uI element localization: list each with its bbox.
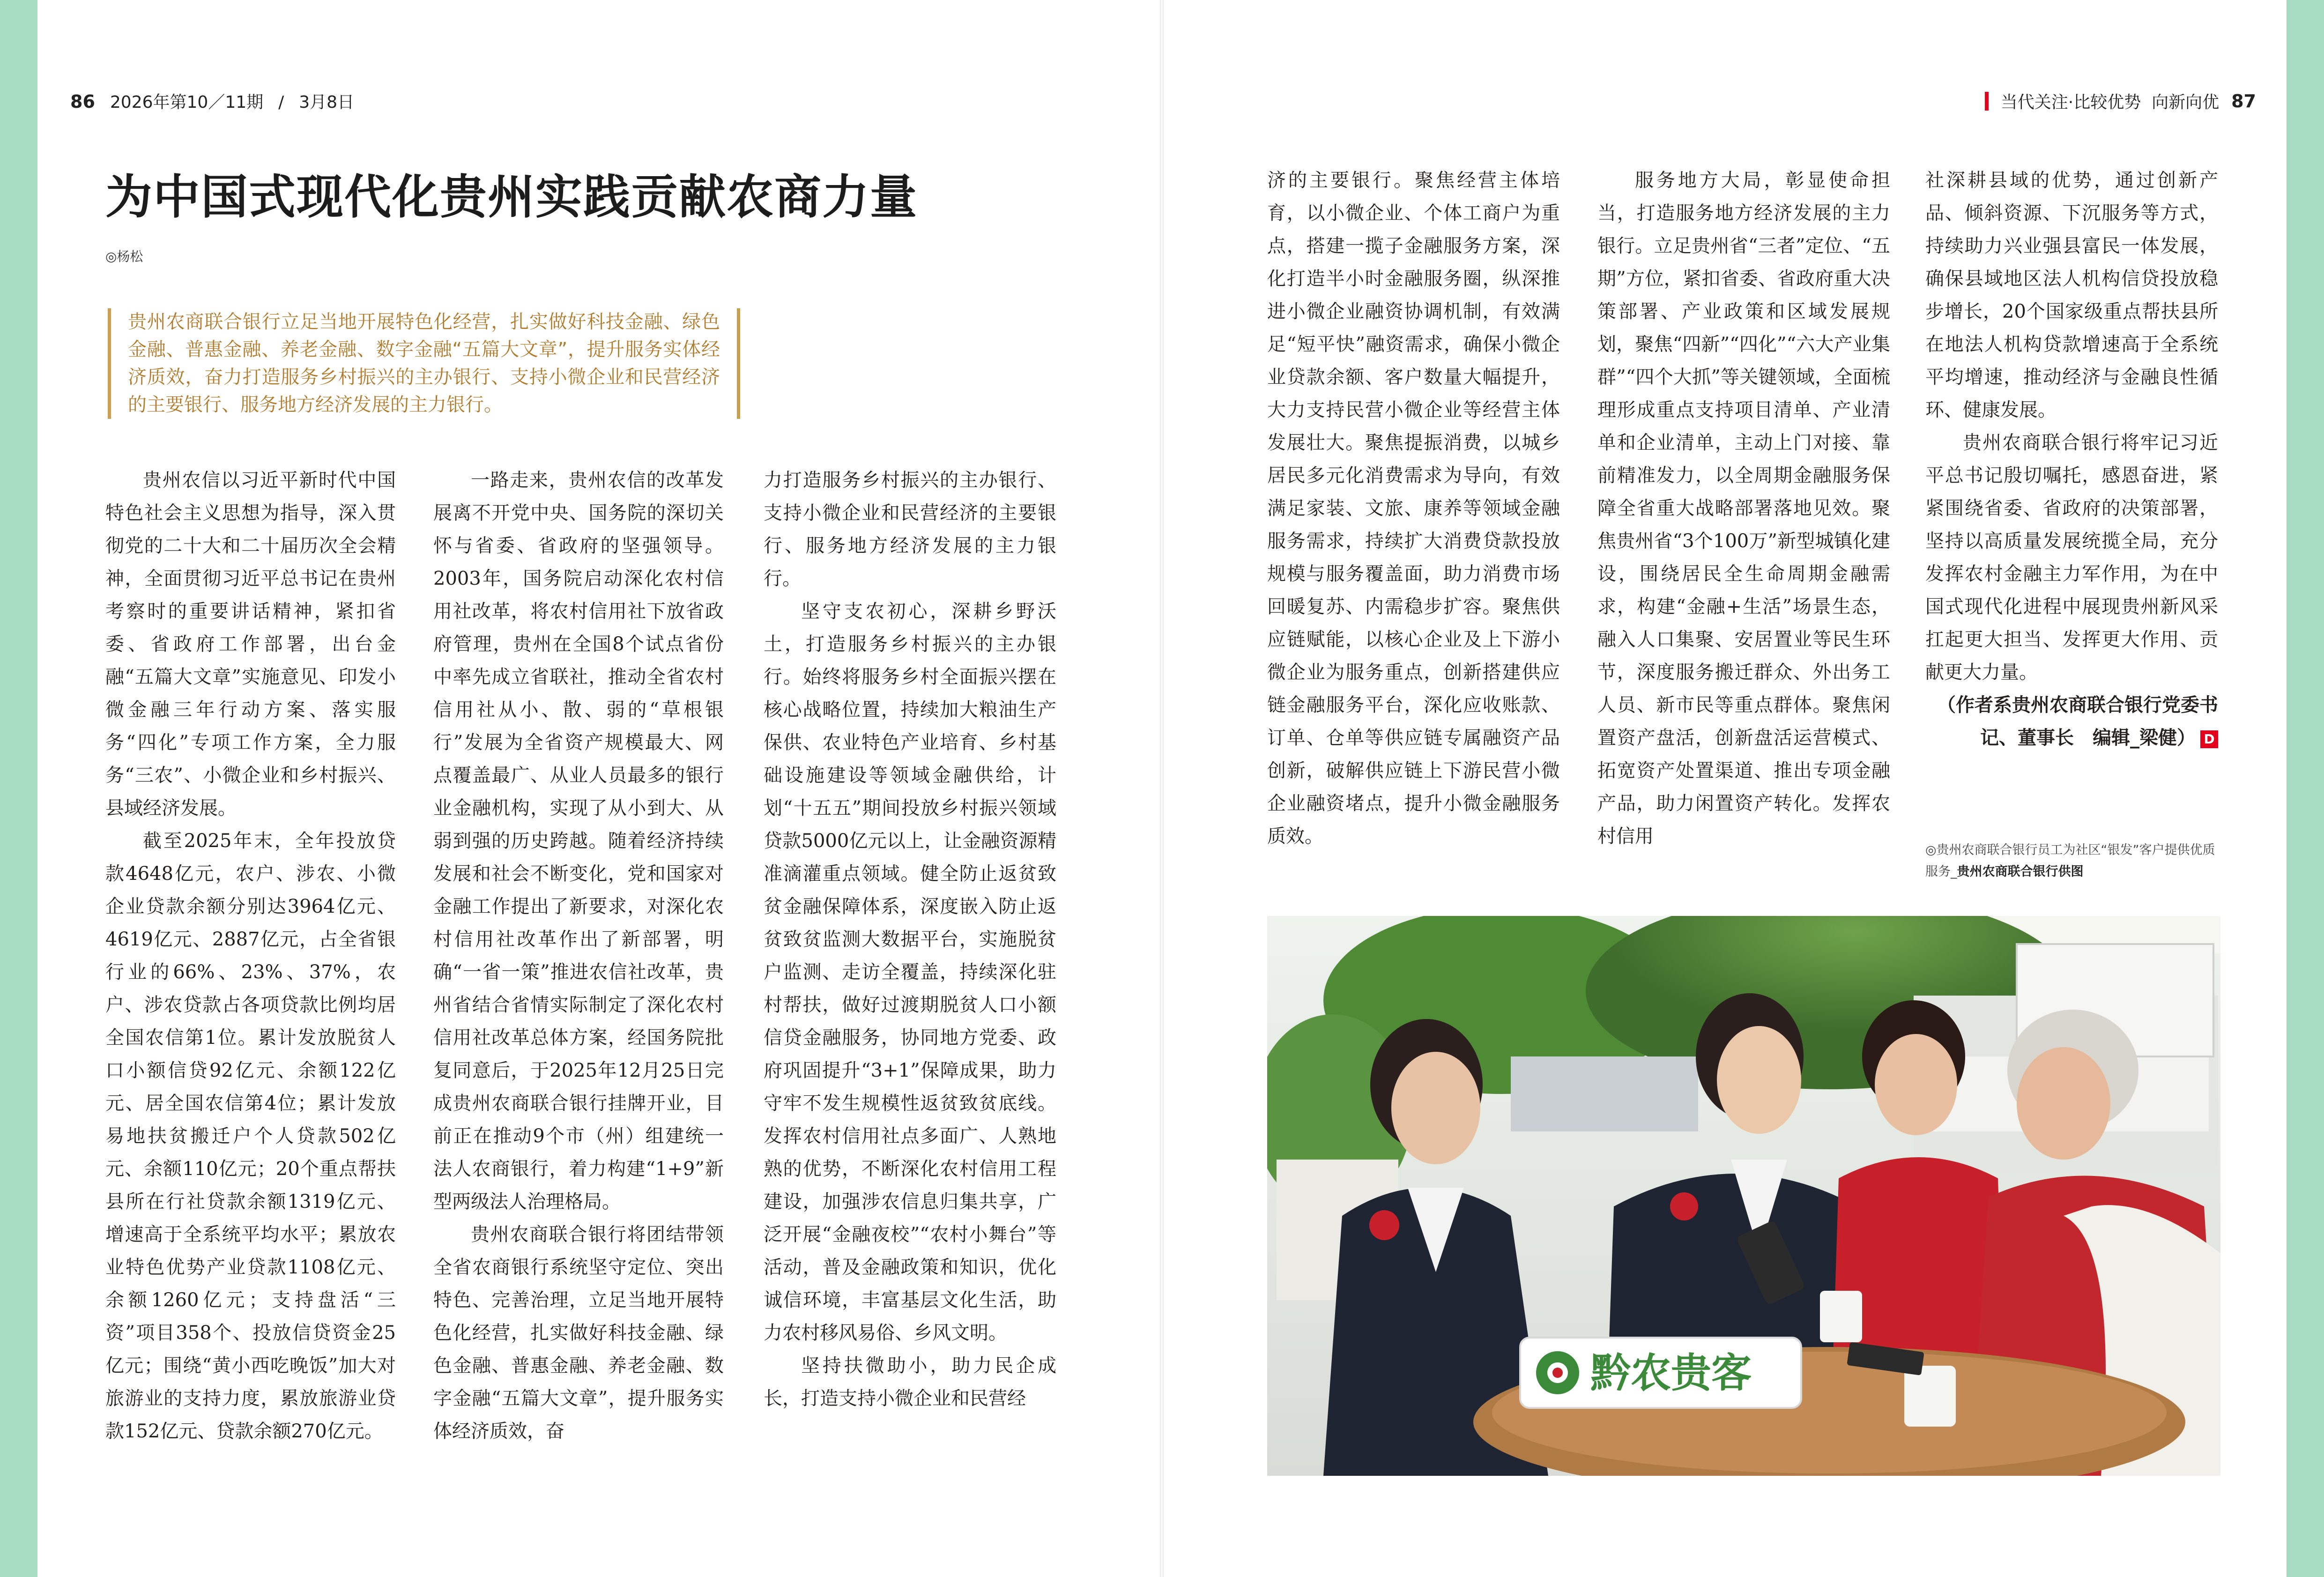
person-2-face (1717, 1026, 1801, 1134)
body-column-5 (1597, 164, 1890, 853)
person-3-face (1875, 1034, 1957, 1135)
photo-illustration (1267, 916, 2220, 1476)
body-column-3 (764, 464, 1056, 1415)
article-lead: 贵州农商联合银行立足当地开展特色化经营，扎实做好科技金融、绿色金融、普惠金融、养老金融、数字金融“五篇大文章”，提升服务实体经济质效，奋力打造服务乡村振兴的主办银行、支持小微企业和民营经济的主要银行、服务地方经济发展的主力银行。 (108, 308, 740, 419)
article-photo (1267, 916, 2220, 1476)
section-marker (1985, 92, 1989, 111)
issue-label: 2026年第10／11期 (110, 93, 264, 112)
paragraph: 济的主要银行。聚焦经营主体培育，以小微企业、个体工商户为重点，搭建一揽子金融服务方案，深化打造半小时金融服务圈，纵深推进小微企业融资协调机制，有效满足“短平快”融资需求，确保小微企业贷款余额、客户数量大幅提升，大力支持民营小微企业等经营主体发展壮大。聚焦提振消费，以城乡居民多元化消费需求为导向，有效满足家装、文旅、康养等领域金融服务需求，持续扩大消费贷款投放规模与服务覆盖面，助力消费市场回暖复苏、内需稳步扩容。聚焦供应链赋能，以核心企业及上下游小微企业为服务重点，创新搭建供应链金融服务平台，深化应收账款、订单、仓单等供应链专属融资产品创新，破解供应链上下游民营小微企业融资堵点，提升小微金融服务质效。 (1267, 170, 1560, 847)
author-signature (1925, 689, 2218, 754)
caption-text: ◎贵州农商联合银行员工为社区“银发”客户提供优质服务_ (1925, 843, 2215, 879)
person-2-brooch (1670, 1192, 1698, 1220)
paragraph: 社深耕县域的优势，通过创新产品、倾斜资源、下沉服务等方式，持续助力兴业强县富民一体发展，确保县域地区法人机构信贷投放稳步增长，20个国家级重点帮扶县所在地法人机构贷款增速高于全系统平均增速，推动经济与金融良性循环、健康发展。 (1925, 170, 2218, 421)
body-column-1 (105, 464, 396, 1448)
article-title: 为中国式现代化贵州实践贡献农商力量 (105, 169, 918, 224)
right-page-number: 87 (2231, 90, 2256, 112)
left-folio (70, 89, 354, 113)
person-1-face (1391, 1052, 1480, 1164)
person-4-face (2017, 1047, 2110, 1160)
paragraph: 贵州农商联合银行将牢记习近平总书记殷切嘱托，感恩奋进，紧紧围绕省委、省政府的决策部署，坚持以高质量发展统揽全局，充分发挥农村金融主力军作用，为在中国式现代化进程中展现贵州新风采扛起更大担当、发挥更大作用、贡献更大力量。 (1925, 432, 2218, 683)
body-column-4 (1267, 164, 1560, 853)
paper-cup-2 (1904, 1366, 1956, 1427)
sign-text: 黔农贵客 (1590, 1350, 1752, 1397)
folio-separator: / (278, 93, 284, 112)
photo-credit: 贵州农商联合银行供图 (1957, 864, 2084, 879)
body-column-2 (433, 464, 724, 1448)
paragraph: 力打造服务乡村振兴的主办银行、支持小微企业和民营经济的主要银行、服务地方经济发展的主力银行。 (764, 469, 1056, 589)
paragraph: 坚持扶微助小，助力民企成长，打造支持小微企业和民营经 (764, 1355, 1056, 1409)
paragraph: 一路走来，贵州农信的改革发展离不开党中央、国务院的深切关怀与省委、省政府的坚强领导。2003年，国务院启动深化农村信用社改革，将农村信用社下放省政府管理，贵州在全国8个试点省份中率先成立省联社，推动全省农村信用社从小、散、弱的“草根银行”发展为全省资产规模最大、网点覆盖最广、从业人员最多的银行业金融机构，实现了从小到大、从弱到强的历史跨越。随着经济持续发展和社会不断变化，党和国家对金融工作提出了新要求，对深化农村信用社改革作出了新部署，明确“一省一策”推进农信社改革，贵州省结合省情实际制定了深化农村信用社改革总体方案，经国务院批复同意后，于2025年12月25日完成贵州农商联合银行挂牌开业，目前正在推动9个市（州）组建统一法人农商银行，着力构建“1+9”新型两级法人治理格局。 (433, 469, 724, 1213)
paragraph: 截至2025年末，全年投放贷款4648亿元，农户、涉农、小微企业贷款余额分别达3964亿元、4619亿元、2887亿元，占全省银行业的66%、23%、37%，农户、涉农贷款占各项贷款比例均居全国农信第1位。累计发放脱贫人口小额信贷92亿元、余额122亿元、居全国农信第4位；累计发放易地扶贫搬迁户个人贷款502亿元、余额110亿元；20个重点帮扶县所在行社贷款余额1319亿元、增速高于全系统平均水平；累放农业特色优势产业贷款1108亿元、余额1260亿元；支持盘活“三资”项目358个、投放信贷资金25亿元；围绕“黄小西吃晚饭”加大对旅游业的支持力度，累放旅游业贷款152亿元、贷款余额270亿元。 (105, 830, 396, 1442)
body-column-6 (1925, 164, 2218, 754)
person-1-brooch (1369, 1210, 1399, 1240)
photo-caption (1925, 840, 2220, 883)
paragraph: 贵州农商联合银行将团结带领全省农商银行系统坚守定位、突出特色、完善治理，立足当地开展特色化经营，扎实做好科技金融、绿色金融、普惠金融、养老金融、数字金融“五篇大文章”，提升服务实体经济质效，奋 (433, 1224, 724, 1442)
left-page-number: 86 (70, 91, 95, 112)
paragraph: 服务地方大局，彰显使命担当，打造服务地方经济发展的主力银行。立足贵州省“三者”定位、“五期”方位，紧扣省委、省政府重大决策部署、产业政策和区域发展规划，聚焦“四新”“四化”“六大产业集群”“四个大抓”等关键领域，全面梳理形成重点支持项目清单、产业清单和企业清单，主动上门对接、靠前精准发力，以全周期金融服务保障全省重大战略部署落地见效。聚焦贵州省“3个100万”新型城镇化建设，围绕居民全生命周期金融需求，构建“金融+生活”场景生态，融入人口集聚、安居置业等民生环节，深度服务搬迁群众、外出务工人员、新市民等重点群体。聚焦闲置资产盘活，创新盘活运营模式、拓宽资产处置渠道、推出专项金融产品，助力闲置资产转化。发挥农村信用 (1597, 170, 1890, 847)
end-mark-icon: D (2200, 730, 2218, 748)
paragraph: 贵州农信以习近平新时代中国特色社会主义思想为指导，深入贯彻党的二十大和二十届历次全会精神，全面贯彻习近平总书记在贵州考察时的重要讲话精神，紧扣省委、省政府工作部署，出台金融“五篇大文章”实施意见、印发小微金融三年行动方案、落实服务“四化”专项工作方案，全力服务“三农”、小微企业和乡村振兴、县域经济发展。 (105, 469, 396, 819)
page-spine (1160, 0, 1164, 1577)
paragraph: 坚守支农初心，深耕乡野沃土，打造服务乡村振兴的主办银行。始终将服务乡村全面振兴摆在核心战略位置，持续加大粮油生产保供、农业特色产业培育、乡村基础设施建设等领域金融供给，计划“十五五”期间投放乡村振兴领域贷款5000亿元以上，让金融资源精准滴灌重点领域。健全防止返贫致贫金融保障体系，深度嵌入防止返贫致贫监测大数据平台，实施脱贫户监测、走访全覆盖，持续深化驻村帮扶，做好过渡期脱贫人口小额信贷金融服务，协同地方党委、政府巩固提升“3+1”保障成果，助力守牢不发生规模性返贫致贫底线。发挥农村信用社点多面广、人熟地熟的优势，不断深化农村信用工程建设，加强涉农信息归集共享，广泛开展“金融夜校”“农村小舞台”等活动，普及金融政策和知识，优化诚信环境，丰富基层文化生活，助力农村移风易俗、乡风文明。 (764, 601, 1056, 1344)
issue-date: 3月8日 (299, 93, 355, 112)
section-title: 当代关注·比较优势 向新向优 (2000, 93, 2220, 112)
paper-cup-1 (1820, 1291, 1862, 1342)
article-author: ◎杨松 (105, 249, 143, 264)
signature-text: （作者系贵州农商联合银行党委书记、董事长 编辑_梁健） (1937, 694, 2218, 749)
right-folio (1985, 89, 2256, 113)
